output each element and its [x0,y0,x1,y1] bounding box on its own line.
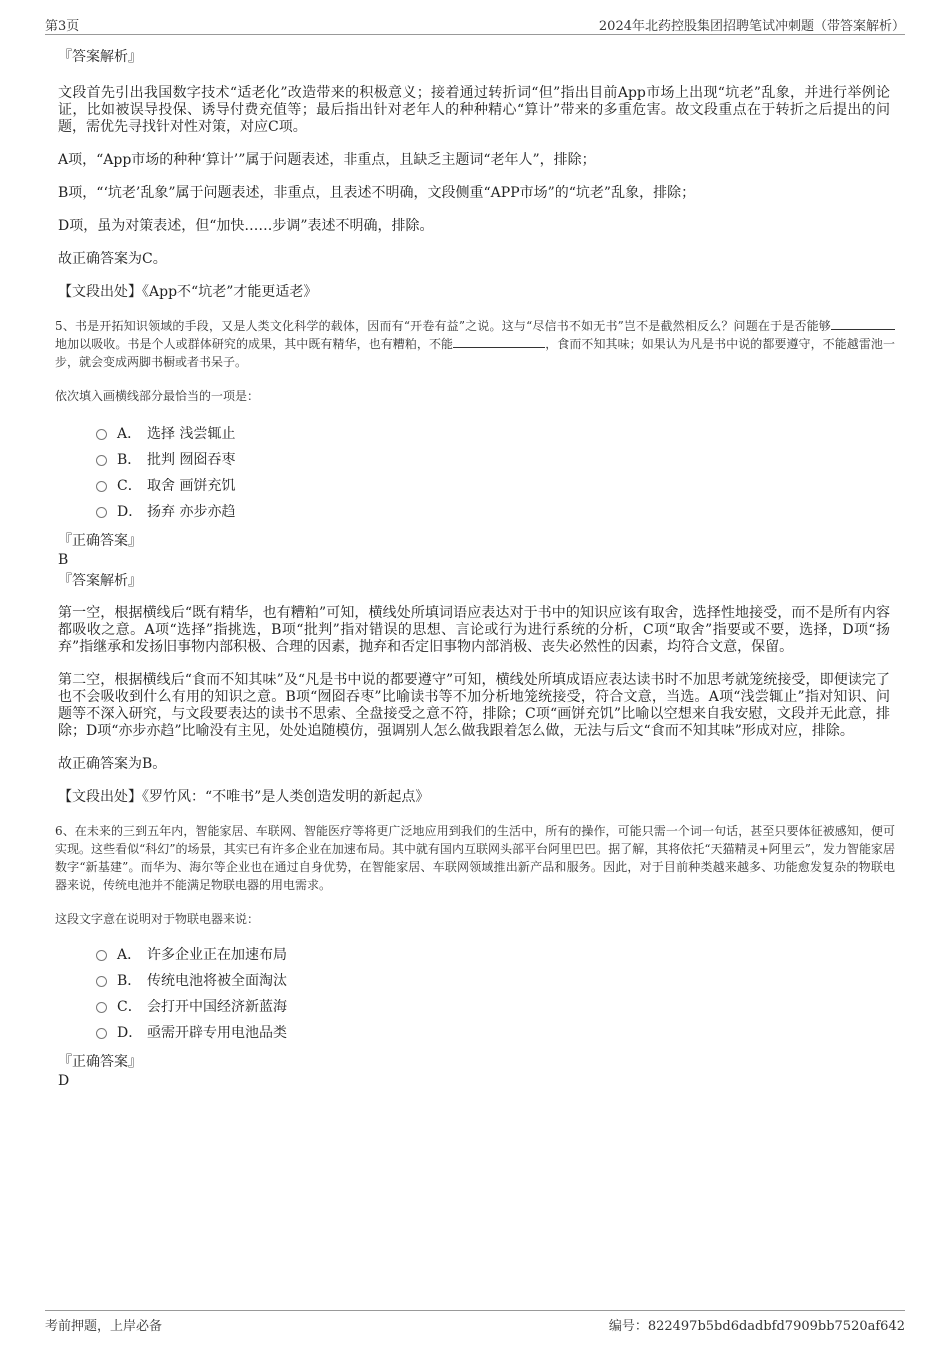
radio-icon[interactable] [96,976,107,987]
footer-slogan: 考前押题，上岸必备 [45,1319,163,1334]
page-number: 第3页 [45,19,80,34]
q5-prompt: 依次填入画横线部分最恰当的一项是： [55,389,260,403]
q5-analysis-paragraph-2: 第二空，根据横线后“食而不知其味”及“凡是书中说的都要遵守”可知，横线处所填成语应表达读书时不加思考就笼统接受，即便读完了也不会吸收到什么有用的知识之意。B项“囫囵吞枣”比喻读书等不加分析地笼统接受，符合文意，当选。A项“浅尝辄止”指对知识、问题等不深入研究，与文段要表达的读书不思索、全盘接受之意不符，排除；C项“画饼充饥”比喻以空想来自我安慰，文段并无此意，排除；D项“亦步亦趋”比喻没有主见，处处追随模仿，强调别人怎么做我跟着怎么做，无法与后文“食而不知其味”形成对应，排除。 [58,672,890,739]
q5-stem-part1: 5、书是开拓知识领域的手段，又是人类文化科学的载体，因而有“开卷有益”之说。这与“尽信书不如无书”岂不是截然相反么？问题在于是否能够 [55,319,831,333]
q5-stem [55,317,895,371]
q5-analysis-label: 『答案解析』 [58,573,142,589]
q4-conclusion: 故正确答案为C。 [58,251,167,267]
q5-source: 【文段出处】《罗竹风：“不唯书”是人类创造发明的新起点》 [58,789,430,805]
q6-option-b[interactable]: B． 传统电池将被全面淘汰 [96,968,950,994]
q4-analysis-option-a: A项，“App市场的种种‘算计’”属于问题表述，非重点，且缺乏主题词“老年人”，排除； [58,152,596,168]
q6-option-d[interactable]: D． 亟需开辟专用电池品类 [96,1020,950,1046]
page-header [45,12,905,35]
q6-prompt: 这段文字意在说明对于物联电器来说： [55,912,260,926]
footer-code: 编号：822497b5bd6dadbfd7909bb7520af642 [608,1319,905,1334]
q4-analysis-label: 『答案解析』 [58,49,142,65]
q5-option-b[interactable]: B． 批判 囫囵吞枣 [96,447,950,473]
q4-analysis-paragraph: 文段首先引出我国数字技术“适老化”改造带来的积极意义；接着通过转折词“但”指出目前App市场上出现“坑老”乱象，并进行举例论证，比如被误导投保、诱导付费充值等；最后指出针对老年人的种种精心“算计”带来的多重危害。故文段重点在于转折之后提出的问题，需优先寻找针对性对策，对应C项。 [58,85,890,135]
q6-option-c[interactable]: C． 会打开中国经济新蓝海 [96,994,950,1020]
q5-option-c[interactable]: C． 取舍 画饼充饥 [96,473,950,499]
q5-stem-part3: ，食而不知其味；如果认为凡是书中说的都要遵守，不能越雷池一步，就会变成两脚书橱或者书呆子。 [55,337,895,369]
q6-answer-label: 『正确答案』 [58,1054,142,1070]
q5-answer: B [58,552,69,568]
page-content [0,40,950,1090]
radio-icon[interactable] [96,950,107,961]
q5-stem-part2: 地加以吸收。书是个人或群体研究的成果，其中既有精华，也有糟粕，不能 [55,337,454,351]
q6-stem: 6、在未来的三到五年内，智能家居、车联网、智能医疗等将更广泛地应用到我们的生活中，所有的操作，可能只需一个词一句话，甚至只要体征被感知，便可实现。这些看似“科幻”的场景，其实已有许多企业在加速布局。其中就有国内互联网头部平台阿里巴巴。据了解，其将依托“天猫精灵+阿里云”，发力智能家居数字“新基建”。而华为、海尔等企业也在通过自身优势，在智能家居、车联网领域推出新产品和服务。因此，对于目前种类越来越多、功能愈发复杂的物联电器来说，传统电池并不能满足物联电器的用电需求。 [55,824,895,892]
q6-options [0,942,950,1046]
q6-option-a[interactable]: A． 许多企业正在加速布局 [96,942,950,968]
radio-icon[interactable] [96,1028,107,1039]
q6-answer: D [58,1073,70,1089]
q4-analysis-option-d: D项，虽为对策表述，但“加快……步调”表述不明确，排除。 [58,218,434,234]
radio-icon[interactable] [96,481,107,492]
q4-analysis-option-b: B项，“‘坑老’乱象”属于问题表述，非重点，且表述不明确，文段侧重“APP市场”的“坑老”乱象，排除； [58,185,696,201]
q5-option-d[interactable]: D． 扬弃 亦步亦趋 [96,499,950,525]
page-footer [45,1310,905,1335]
q5-blank-2 [453,335,545,348]
radio-icon[interactable] [96,507,107,518]
document-title: 2024年北药控股集团招聘笔试冲刺题（带答案解析） [598,19,905,34]
radio-icon[interactable] [96,455,107,466]
q5-answer-label: 『正确答案』 [58,533,142,549]
q5-options [0,421,950,525]
q4-source: 【文段出处】《App不“坑老”才能更适老》 [58,284,318,300]
q5-conclusion: 故正确答案为B。 [58,756,167,772]
radio-icon[interactable] [96,429,107,440]
radio-icon[interactable] [96,1002,107,1013]
q5-option-a[interactable]: A． 选择 浅尝辄止 [96,421,950,447]
q5-blank-1 [831,317,895,330]
q5-analysis-paragraph-1: 第一空，根据横线后“既有精华，也有糟粕”可知，横线处所填词语应表达对于书中的知识应该有取舍，选择性地接受，而不是所有内容都吸收之意。A项“选择”指挑选，B项“批判”指对错误的思想、言论或行为进行系统的分析，C项“取舍”指要或不要，选择，D项“扬弃”指继承和发扬旧事物内部积极、合理的因素，抛弃和否定旧事物内部消极、丧失必然性的因素，均符合文意，保留。 [58,605,890,655]
